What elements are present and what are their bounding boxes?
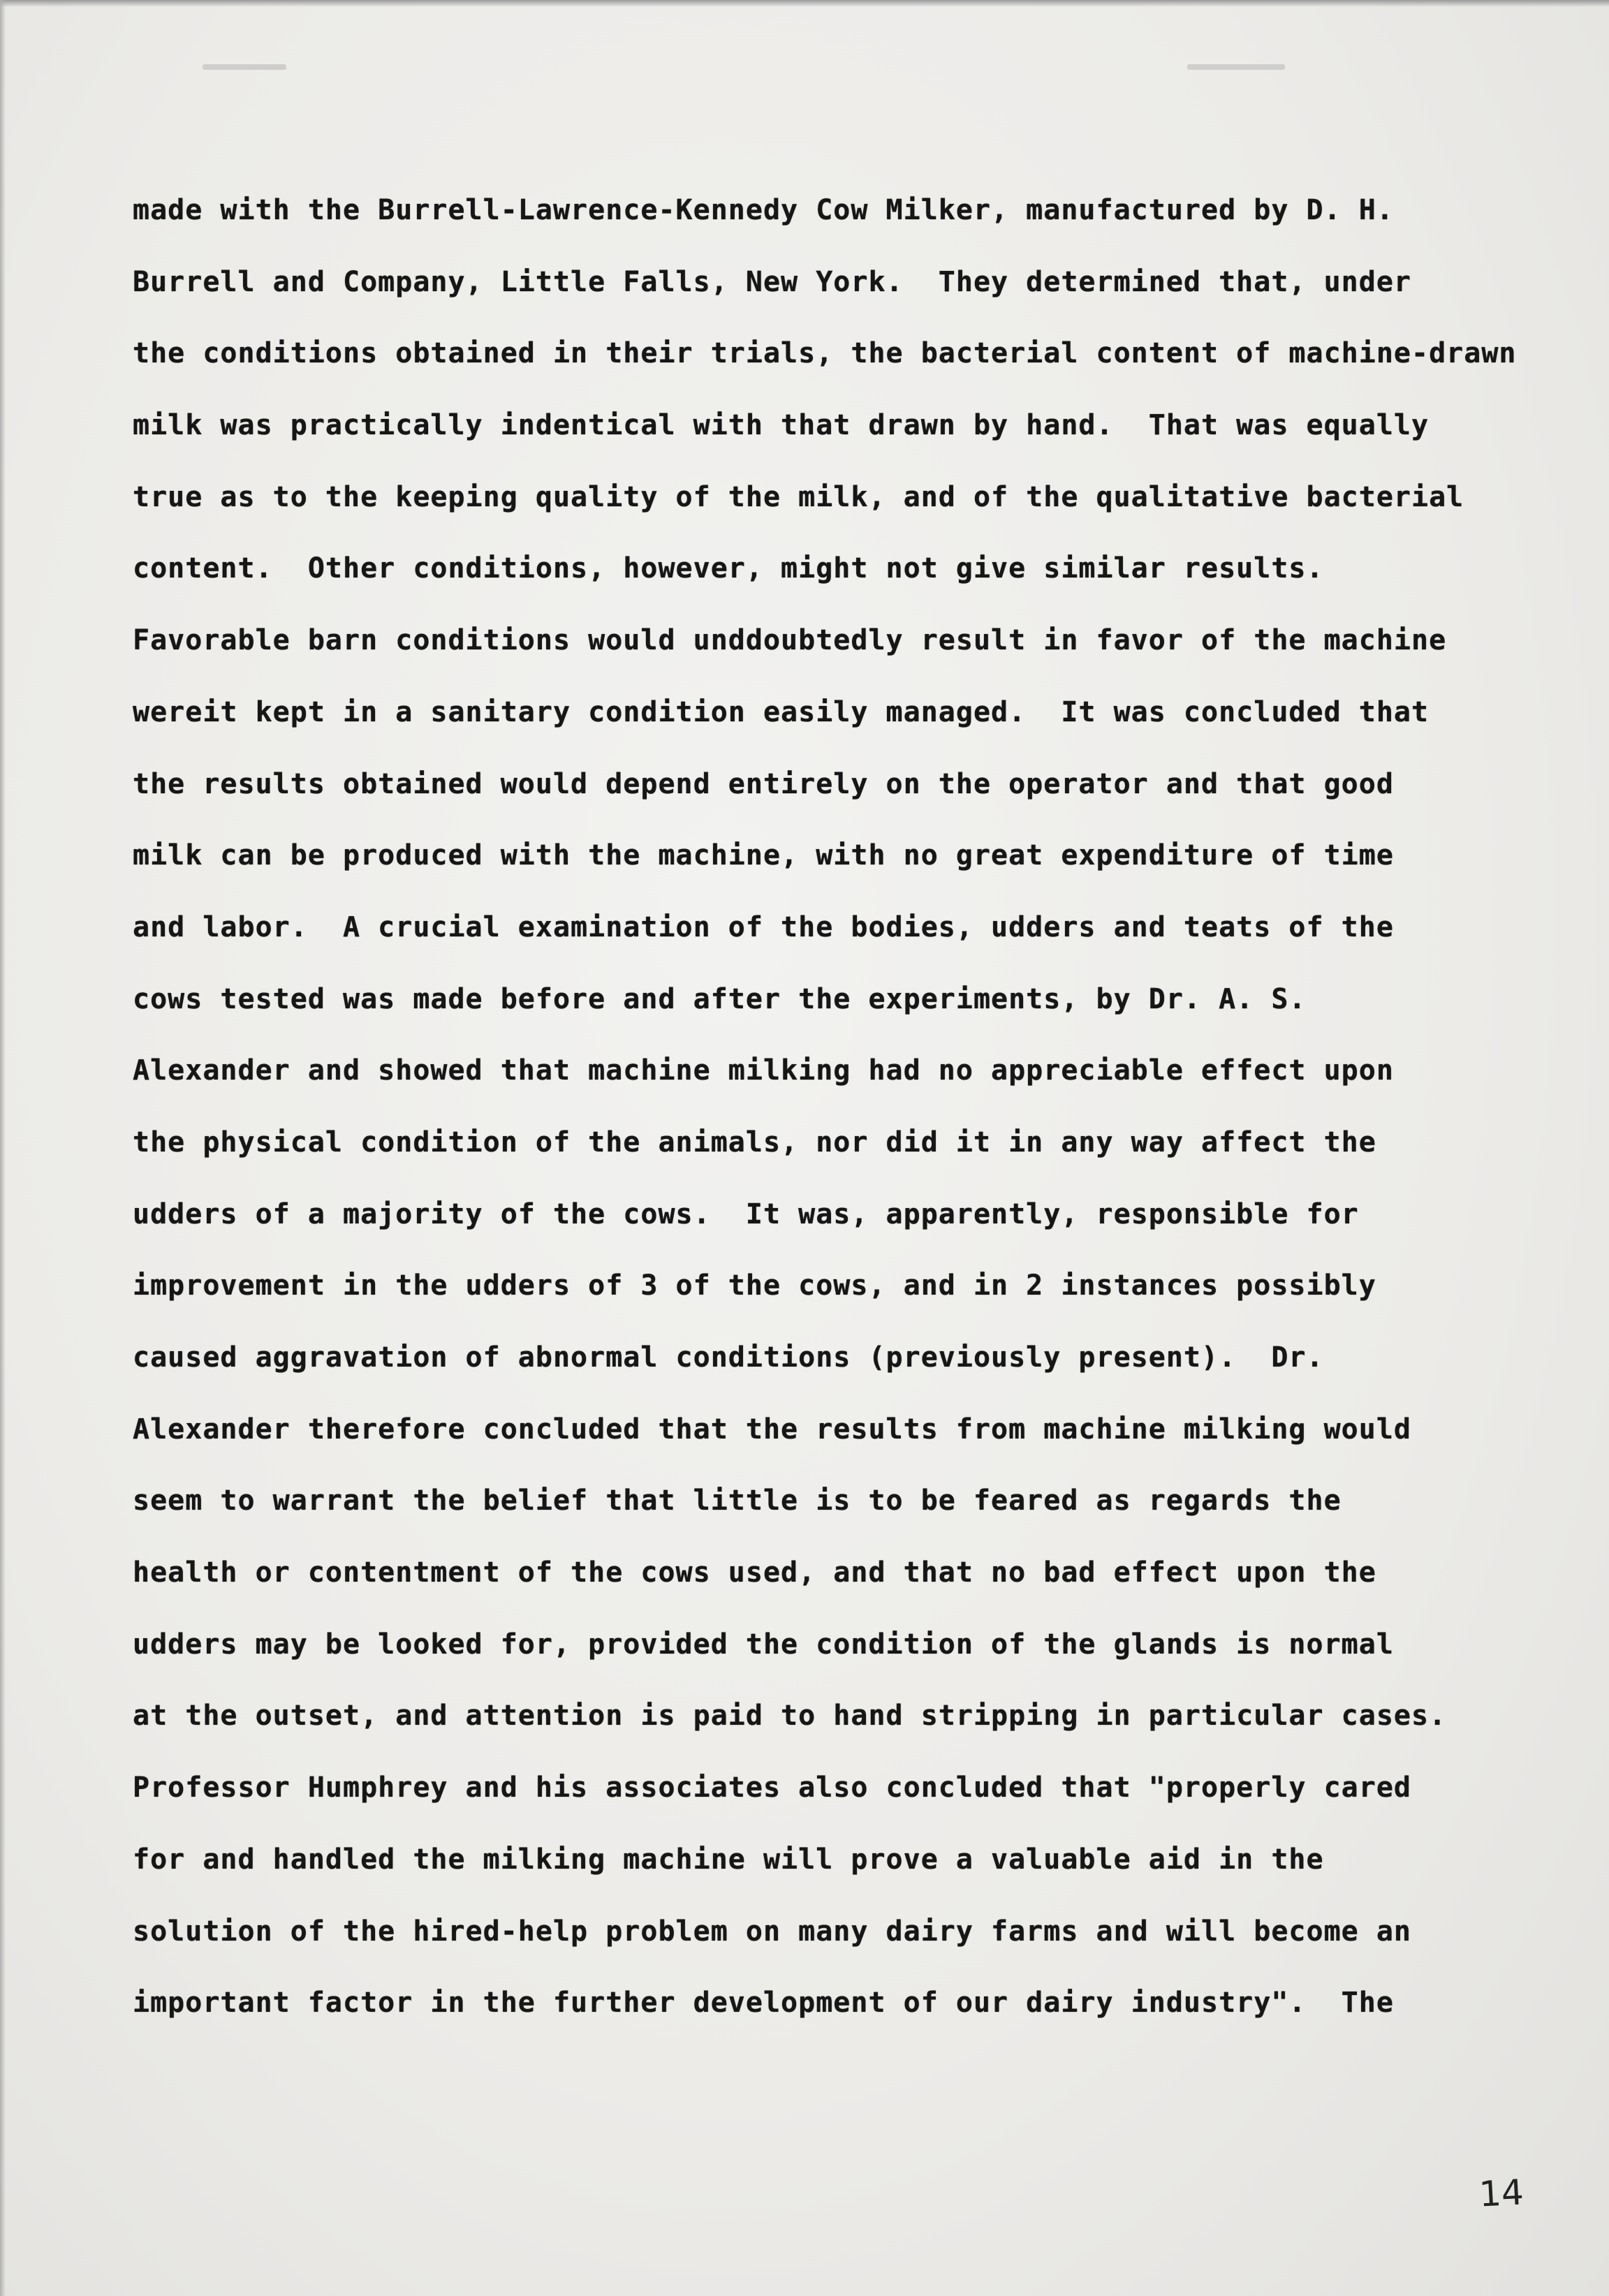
text-line: for and handled the milking machine will prove a valuable aid in the [133, 1843, 1324, 1876]
text-line: udders of a majority of the cows. It was, apparently, responsible for [133, 1198, 1359, 1230]
text-line: solution of the hired-help problem on many dairy farms and will become an [133, 1915, 1411, 1948]
handwritten-page-number: 14 [1478, 2172, 1525, 2215]
text-line: milk can be produced with the machine, with no great expenditure of time [133, 839, 1394, 872]
text-line: made with the Burrell-Lawrence-Kennedy Cow Milker, manufactured by D. H. [133, 194, 1394, 226]
typewritten-body-text [133, 175, 1529, 2039]
text-line: improvement in the udders of 3 of the cows, and in 2 instances possibly [133, 1270, 1376, 1302]
text-line: and labor. A crucial examination of the bodies, udders and teats of the [133, 911, 1394, 943]
bleed-through-mark [1187, 64, 1285, 70]
text-line: health or contentment of the cows used, and that no bad effect upon the [133, 1557, 1376, 1589]
text-line: milk was practically indentical with that drawn by hand. That was equally [133, 409, 1430, 442]
text-line: wereit kept in a sanitary condition easily managed. It was concluded that [133, 696, 1430, 728]
text-line: Alexander therefore concluded that the results from machine milking would [133, 1413, 1411, 1445]
text-line: content. Other conditions, however, might not give similar results. [133, 552, 1324, 585]
text-line: Alexander and showed that machine milking had no appreciable effect upon [133, 1054, 1394, 1087]
text-line: the physical condition of the animals, nor did it in any way affect the [133, 1126, 1376, 1158]
text-line: at the outset, and attention is paid to hand stripping in particular cases. [133, 1700, 1447, 1732]
text-line: Favorable barn conditions would unddoubtedly result in favor of the machine [133, 624, 1447, 657]
text-line: Professor Humphrey and his associates also concluded that "properly cared [133, 1772, 1411, 1804]
bleed-through-mark [203, 64, 286, 70]
text-line: the results obtained would depend entirely on the operator and that good [133, 767, 1394, 800]
text-line: true as to the keeping quality of the milk, and of the qualitative bacterial [133, 480, 1464, 513]
text-line: cows tested was made before and after the experiments, by Dr. A. S. [133, 983, 1307, 1015]
scan-left-shadow [0, 0, 6, 2296]
text-line: seem to warrant the belief that little is to be feared as regards the [133, 1485, 1342, 1517]
text-line: Burrell and Company, Little Falls, New York. They determined that, under [133, 265, 1411, 298]
text-line: important factor in the further development of our dairy industry". The [133, 1987, 1394, 2019]
text-line: caused aggravation of abnormal conditions (previously present). Dr. [133, 1341, 1324, 1374]
text-line: the conditions obtained in their trials, the bacterial content of machine-drawn [133, 337, 1517, 370]
text-line: udders may be looked for, provided the condition of the glands is normal [133, 1628, 1394, 1661]
scan-top-shadow [0, 0, 1609, 7]
